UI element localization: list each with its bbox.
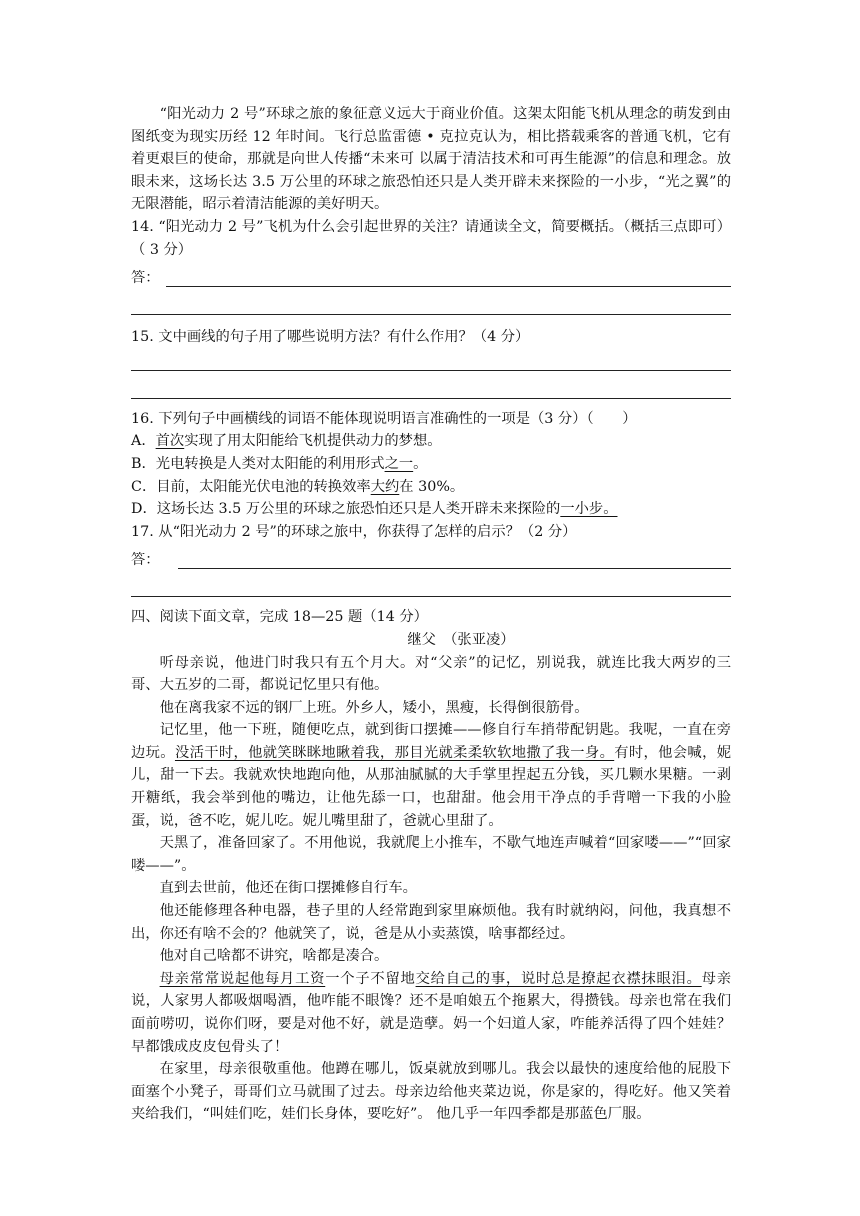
answer-line[interactable]	[178, 550, 731, 569]
article-paragraph: 他还能修理各种电器，巷子里的人经常跑到家里麻烦他。我有时就纳闷，问他，我真想不出，你还有啥不会的？他就笑了，说，爸是从小卖蒸馍，啥事都经过。	[131, 903, 731, 942]
answer-label: 答：	[131, 552, 160, 569]
article-paragraph: 听母亲说，他进门时我只有五个月大。对“父亲”的记忆，别说我，就连比我大两岁的三哥、大五岁的二哥，都说记忆里只有他。	[131, 654, 731, 694]
question-16: 16. 下列句子中画横线的词语不能体现说明语言准确性的一项是（3 分）（ ）	[131, 410, 637, 427]
article-paragraph: 直到去世前，他还在街口摆摊修自行车。	[159, 880, 417, 897]
article-paragraph: 母亲常常说起他每月工资一个子不留地交给自己的事，说时总是撩起衣襟抹眼泪。母亲说，人家男人都吸烟喝酒，他咋能不眼馋？还不是咱娘五个拖累大，得攒钱。母亲也常在我们面前唠叨，说你们呀，要是对他不好，就是造孽。妈一个妇道人家，咋能养活得了四个娃娃？早都饿成皮皮包骨头了！	[131, 970, 732, 1055]
passage1-paragraph: “阳光动力 2 号”环球之旅的象征意义远大于商业价值。这架太阳能飞机从理念的萌发到由图纸变为现实历经 12 年时间。飞行总监雷德 • 克拉克认为，相比搭载乘客的普通飞机，它有着更艰巨的使命，那就是向世人传播“未来可 以属于清洁技术和可再生能源”的信息和理念。放眼未来，这场长达 3.5 万公里的环球之旅恐怕还只是人类开辟未来探险的一小步，“光之翼”的无限潜能，昭示着清洁能源的美好明天。	[131, 106, 731, 213]
answer-line[interactable]	[131, 371, 731, 399]
option-c: C．目前，太阳能光伏电池的转换效率大约在 30%。	[131, 478, 465, 495]
answer-line[interactable]	[131, 287, 731, 315]
option-d: D．这场长达 3.5 万公里的环球之旅恐怕还只是人类开辟未来探险的一小步。	[131, 501, 618, 518]
q17-answer-row	[131, 543, 731, 569]
question-14: 14. “阳光动力 2 号”飞机为什么会引起世界的关注？请通读全文，简要概括。（概括三点即可）（ 3 分）	[131, 218, 731, 258]
answer-label: 答：	[131, 270, 160, 287]
article-paragraph: 他对自己啥都不讲究，啥都是凑合。	[159, 948, 389, 965]
article-paragraph: 他在离我家不远的钢厂上班。外乡人，矮小，黑瘦，长得倒很筋骨。	[159, 699, 589, 716]
question-15: 15. 文中画线的句子用了哪些说明方法？有什么作用？（4 分）	[131, 329, 530, 346]
article-paragraph: 天黑了，准备回家了。不用他说，我就爬上小推车，不歇气地连声喊着“回家喽——”“回家喽——”。	[131, 835, 731, 874]
underlined-sentence: 没活干时，他就笑眯眯地瞅着我，那目光就柔柔软软地撒了我一身。	[174, 744, 615, 761]
q14-answer-row	[131, 261, 731, 287]
option-b: B．光电转换是人类对太阳能的利用形式之一。	[131, 455, 428, 472]
answer-line[interactable]	[131, 349, 731, 371]
answer-line[interactable]	[131, 569, 731, 597]
article-title: 继父 （张亚凌）	[407, 631, 515, 648]
section4-heading: 四、阅读下面文章，完成 18—25 题（14 分）	[131, 609, 428, 626]
option-a: A．首次实现了用太阳能给飞机提供动力的梦想。	[131, 433, 442, 450]
answer-line[interactable]	[166, 268, 731, 287]
article-paragraph: 在家里，母亲很敬重他。他蹲在哪儿，饭桌就放到哪儿。我会以最快的速度给他的屁股下面塞个小凳子，哥哥们立马就围了过去。母亲边给他夹菜边说，你是家的，得吃好。他又笑着夹给我们，“叫娃们吃，娃们长身体，要吃好”。 他几乎一年四季都是那蓝色厂服。	[131, 1061, 731, 1123]
underlined-sentence: 母亲常常说起他每月工资	[159, 970, 326, 987]
question-17: 17. 从“阳光动力 2 号”的环球之旅中，你获得了怎样的启示？（2 分）	[131, 523, 577, 540]
article-paragraph: 记忆里，他一下班，随便吃点，就到街口摆摊——修自行车捎带配钥匙。我呢，一直在旁边玩。没活干时，他就笑眯眯地瞅着我，那目光就柔柔软软地撒了我一身。有时，他会喊，妮儿，甜一下去。我就欢快地跑向他，从那油腻腻的大手掌里捏起五分钱，买几颗水果糖。一剥开糖纸，我会举到他的嘴边，让他先舔一口，也甜甜。他会用干净点的手背噌一下我的小脸蛋，说，爸不吃，妮儿吃。妮儿嘴里甜了，爸就心里甜了。	[131, 722, 732, 829]
underlined-sentence: 交给自己的事，说时总是撩起衣襟抹眼泪。	[415, 970, 702, 987]
exam-page	[131, 103, 731, 1126]
